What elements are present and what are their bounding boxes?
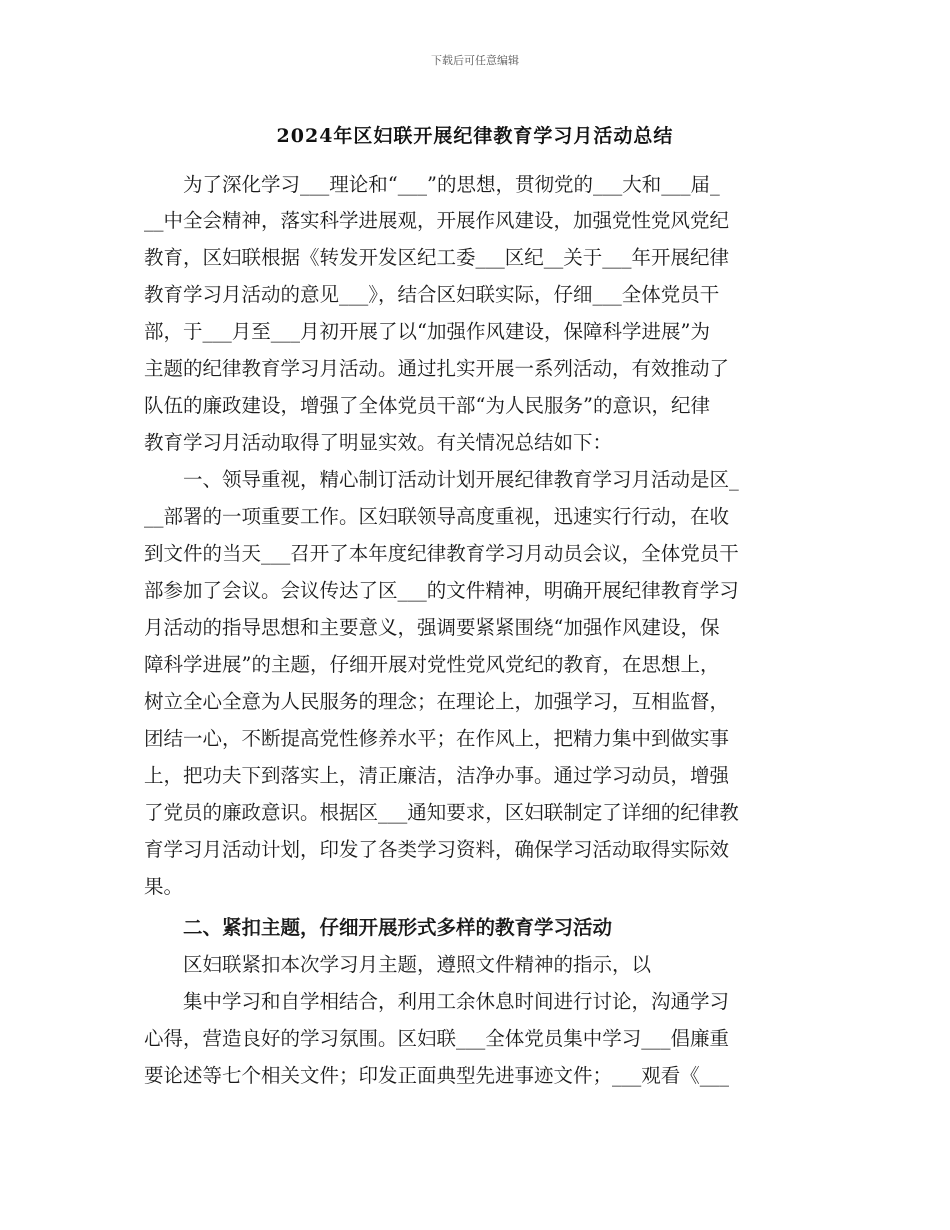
paragraph-line: 树立全心全意为人民服务的理念；在理论上，加强学习，互相监督， (144, 690, 730, 713)
paragraph-line: 了党员的廉政意识。根据区___通知要求，区妇联制定了详细的纪律教 (144, 801, 739, 824)
paragraph-line: 部，于___月至___月初开展了以“加强作风建设，保障科学进展”为 (144, 320, 710, 343)
header-note: 下载后可任意编辑 (431, 54, 519, 67)
document-title: 2024年区妇联开展纪律教育学习月活动总结 (276, 125, 674, 147)
paragraph-line: 教育学习月活动取得了明显实效。有关情况总结如下： (144, 431, 613, 454)
paragraph-line: 上，把功夫下到落实上，清正廉洁，洁净办事。通过学习动员，增强 (144, 764, 730, 787)
section-heading: 二、紧扣主题，仔细开展形式多样的教育学习活动 (144, 916, 613, 939)
paragraph-line: 教育学习月活动的意见___》，结合区妇联实际，仔细___全体党员干 (144, 283, 720, 306)
paragraph-line: 到文件的当天___召开了本年度纪律教育学习月动员会议，全体党员干 (144, 542, 739, 565)
paragraph-line: 障科学进展”的主题，仔细开展对党性党风党纪的教育，在思想上， (144, 653, 720, 676)
paragraph-line: 集中学习和自学相结合，利用工余休息时间进行讨论，沟通学习 (144, 990, 730, 1013)
paragraph-line: 果。 (144, 875, 184, 898)
paragraph-line: 育学习月活动计划，印发了各类学习资料，确保学习活动取得实际效 (144, 838, 730, 861)
paragraph-line: 区妇联紧扣本次学习月主题，遵照文件精神的指示，以 (144, 953, 652, 976)
paragraph-line: 队伍的廉政建设，增强了全体党员干部“为人民服务”的意识，纪律 (144, 394, 710, 417)
paragraph-line: 团结一心，不断提高党性修养水平；在作风上，把精力集中到做实事 (144, 727, 730, 750)
paragraph-line: 主题的纪律教育学习月活动。通过扎实开展一系列活动，有效推动了 (144, 357, 730, 380)
paragraph-line: 为了深化学习___理论和“___”的思想，贯彻党的___大和___届_ (144, 173, 720, 196)
paragraph-line: 心得，营造良好的学习氛围。区妇联___全体党员集中学习___倡廉重 (144, 1027, 730, 1050)
paragraph-line: 部参加了会议。会议传达了区___的文件精神，明确开展纪律教育学习 (144, 579, 739, 602)
paragraph-line: __部署的一项重要工作。区妇联领导高度重视，迅速实行行动，在收 (144, 505, 730, 528)
paragraph-line: 一、领导重视，精心制订活动计划开展纪律教育学习月活动是区_ (144, 468, 739, 491)
paragraph-line: __中全会精神，落实科学进展观，开展作风建设，加强党性党风党纪 (144, 209, 730, 232)
paragraph-line: 月活动的指导思想和主要意义，强调要紧紧围绕“加强作风建设，保 (144, 616, 720, 639)
paragraph-line: 教育，区妇联根据《转发开发区纪工委___区纪__关于___年开展纪律 (144, 246, 730, 269)
paragraph-line: 要论述等七个相关文件；印发正面典型先进事迹文件；___观看《___ (144, 1064, 730, 1087)
